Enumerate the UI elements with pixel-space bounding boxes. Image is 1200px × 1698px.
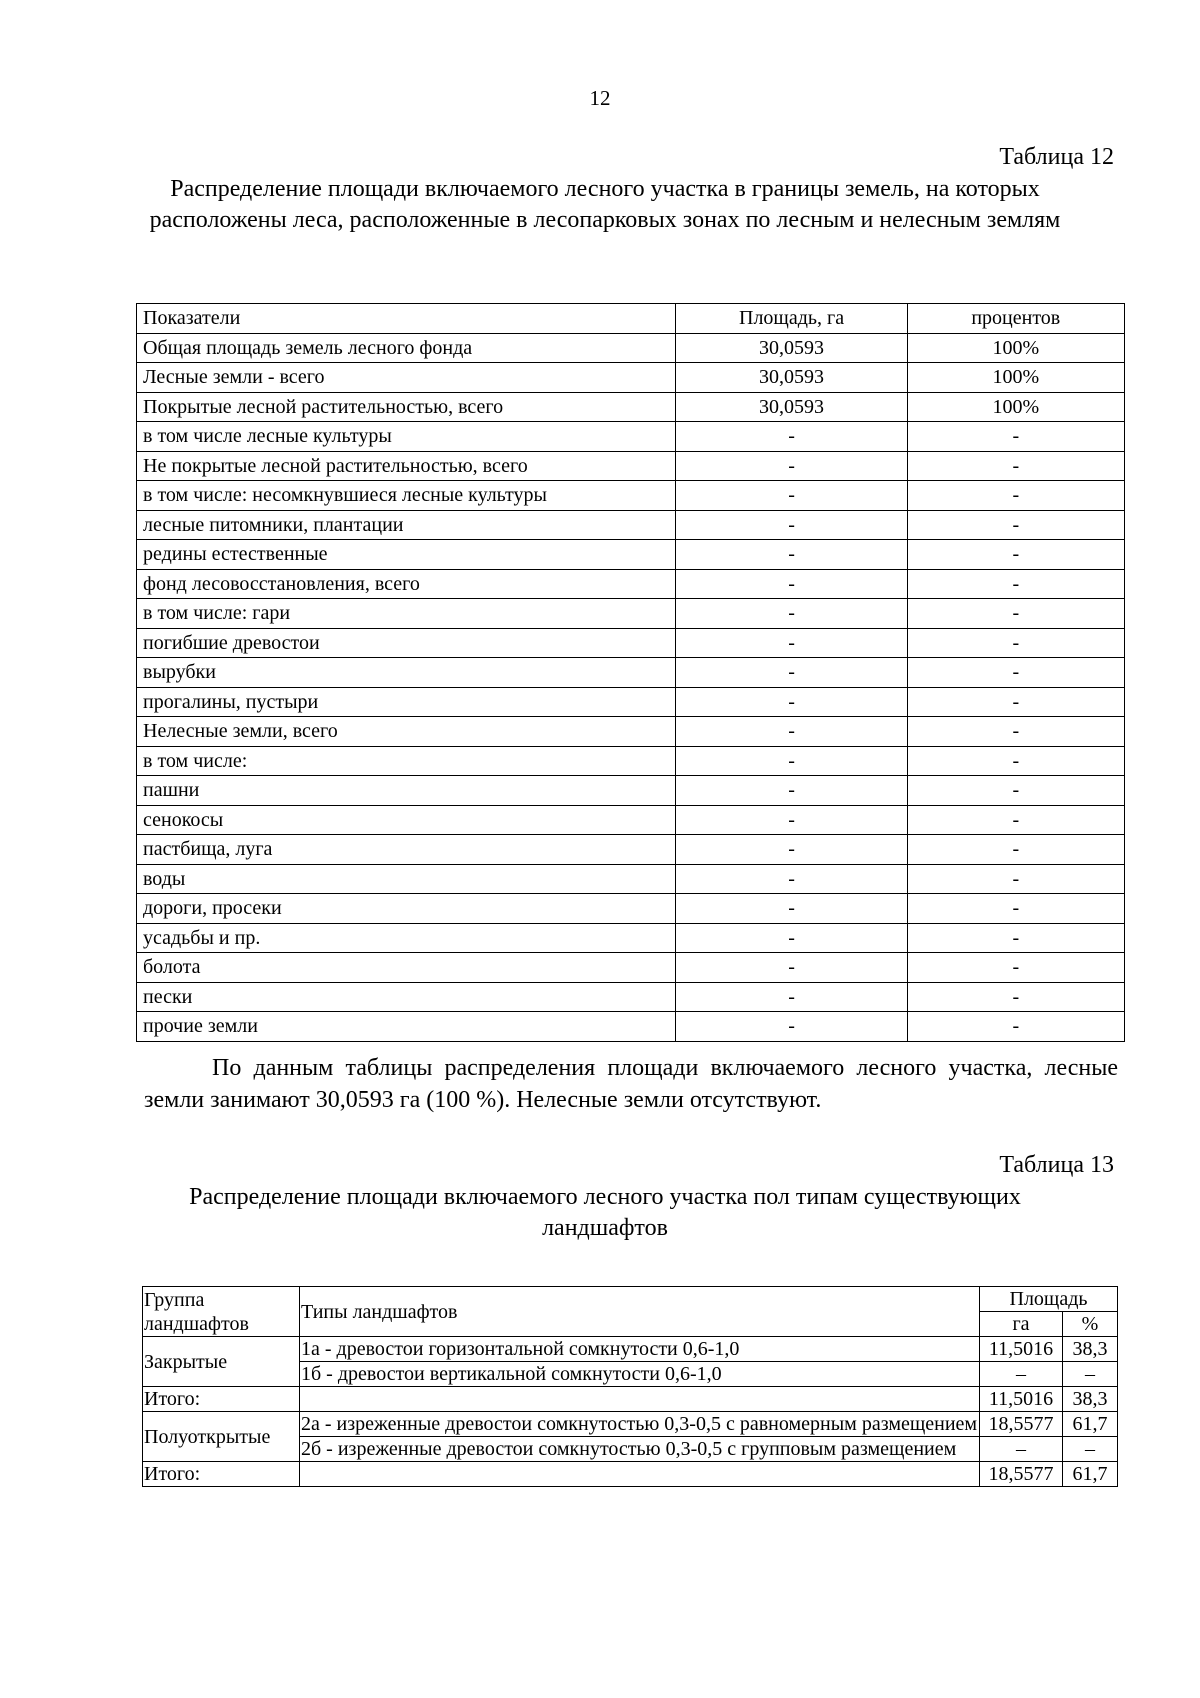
table12-cell-indicator: редины естественные: [137, 540, 676, 570]
table-row: [137, 451, 1125, 481]
table12-cell-area: -: [676, 805, 907, 835]
table13-pct: 61,7: [1063, 1412, 1118, 1437]
table12-cell-percent: -: [907, 923, 1124, 953]
table-row: [137, 658, 1125, 688]
table12-cell-area: -: [676, 451, 907, 481]
table12-cell-area: -: [676, 982, 907, 1012]
table13-ha: –: [980, 1362, 1063, 1387]
table13-type: 2а - изреженные древостои сомкнутостью 0,3-0,5 с равномерным размещением: [300, 1412, 980, 1437]
table12-cell-percent: -: [907, 982, 1124, 1012]
table12-cell-indicator: фонд лесовосстановления, всего: [137, 569, 676, 599]
summary-paragraph: [144, 1052, 1118, 1116]
table12-cell-indicator: воды: [137, 864, 676, 894]
table13-label: Таблица 13: [999, 1152, 1114, 1178]
table12-cell-percent: -: [907, 776, 1124, 806]
table12-cell-percent: -: [907, 864, 1124, 894]
page-number: 12: [589, 86, 611, 110]
table-row: [137, 835, 1125, 865]
table13-type: 2б - изреженные древостои сомкнутостью 0,3-0,5 с групповым размещением: [300, 1437, 980, 1462]
table13-total-empty: [300, 1462, 980, 1487]
table12-cell-indicator: лесные питомники, плантации: [137, 510, 676, 540]
table13-header-group: Группа ландшафтов: [143, 1287, 300, 1337]
table13-header-ha: га: [980, 1312, 1063, 1337]
table13-type: 1б - древостои вертикальной сомкнутости 0,6-1,0: [300, 1362, 980, 1387]
table13-total-label: Итого:: [143, 1462, 300, 1487]
table12-title: Распределение площади включаемого лесного участка в границы земель, на которых расположены леса, расположенные в лесопарковых зонах по лесным и нелесным землям: [149, 176, 1061, 233]
table12-cell-indicator: погибшие древостои: [137, 628, 676, 658]
table-row: [137, 953, 1125, 983]
table-row: [137, 776, 1125, 806]
table12-cell-indicator: в том числе лесные культуры: [137, 422, 676, 452]
table12-cell-area: -: [676, 510, 907, 540]
table12-header-percent: процентов: [907, 304, 1124, 334]
table13-group-semi-open: Полуоткрытые: [143, 1412, 300, 1462]
table12-header-row: [137, 304, 1125, 334]
table-row: [137, 864, 1125, 894]
table12-cell-percent: -: [907, 658, 1124, 688]
table12-cell-indicator: сенокосы: [137, 805, 676, 835]
table13-row: [143, 1337, 1118, 1362]
table12-cell-area: 30,0593: [676, 363, 907, 393]
table-row: [137, 422, 1125, 452]
table-row: [137, 392, 1125, 422]
table12-cell-percent: -: [907, 451, 1124, 481]
table12-cell-percent: -: [907, 717, 1124, 747]
table12: [136, 303, 1125, 1042]
table12-body: [137, 304, 1125, 1042]
table12-cell-indicator: в том числе:: [137, 746, 676, 776]
table-row: [137, 805, 1125, 835]
table12-cell-indicator: в том числе: несомкнувшиеся лесные культуры: [137, 481, 676, 511]
table-row: [137, 717, 1125, 747]
table12-cell-area: -: [676, 599, 907, 629]
table12-cell-area: -: [676, 628, 907, 658]
table12-cell-indicator: дороги, просеки: [137, 894, 676, 924]
table-row: [137, 746, 1125, 776]
table13-total-label: Итого:: [143, 1387, 300, 1412]
table12-cell-percent: -: [907, 894, 1124, 924]
table12-cell-area: -: [676, 1012, 907, 1042]
table-row: [137, 687, 1125, 717]
table-row: [137, 894, 1125, 924]
table12-cell-indicator: болота: [137, 953, 676, 983]
table12-cell-indicator: Нелесные земли, всего: [137, 717, 676, 747]
table13-total-pct: 61,7: [1063, 1462, 1118, 1487]
table12-cell-area: -: [676, 864, 907, 894]
table12-cell-area: -: [676, 540, 907, 570]
table13-group-closed: Закрытые: [143, 1337, 300, 1387]
table13-type: 1а - древостои горизонтальной сомкнутости 0,6-1,0: [300, 1337, 980, 1362]
table12-cell-percent: -: [907, 599, 1124, 629]
summary-paragraph-text: По данным таблицы распределения площади включаемого лесного участка, лесные земли занимают 30,0593 га (100 %). Нелесные земли отсутствуют.: [144, 1055, 1118, 1113]
table12-cell-area: -: [676, 746, 907, 776]
table13: [142, 1286, 1118, 1487]
table13-pct: –: [1063, 1437, 1118, 1462]
table12-cell-indicator: Общая площадь земель лесного фонда: [137, 333, 676, 363]
table13-header-types: Типы ландшафтов: [300, 1287, 980, 1337]
table13-total-row: [143, 1462, 1118, 1487]
table12-cell-percent: -: [907, 569, 1124, 599]
table12-cell-area: -: [676, 687, 907, 717]
table13-title: Распределение площади включаемого лесного участка пол типам существующих ландшафтов: [189, 1184, 1021, 1241]
table12-cell-indicator: пески: [137, 982, 676, 1012]
table13-ha: 11,5016: [980, 1337, 1063, 1362]
table13-pct: 38,3: [1063, 1337, 1118, 1362]
table12-cell-area: -: [676, 422, 907, 452]
table12-cell-indicator: пашни: [137, 776, 676, 806]
table12-cell-percent: -: [907, 628, 1124, 658]
table12-cell-percent: -: [907, 510, 1124, 540]
table12-cell-percent: -: [907, 835, 1124, 865]
table-row: [137, 481, 1125, 511]
table12-cell-area: -: [676, 717, 907, 747]
table-row: [137, 540, 1125, 570]
table12-cell-percent: -: [907, 422, 1124, 452]
table13-row: [143, 1412, 1118, 1437]
table-row: [137, 982, 1125, 1012]
table13-total-ha: 11,5016: [980, 1387, 1063, 1412]
table12-cell-percent: 100%: [907, 333, 1124, 363]
table12-header-indicator: Показатели: [137, 304, 676, 334]
table-row: [137, 363, 1125, 393]
table12-cell-percent: 100%: [907, 392, 1124, 422]
table12-cell-area: 30,0593: [676, 392, 907, 422]
table12-cell-area: 30,0593: [676, 333, 907, 363]
table12-cell-indicator: вырубки: [137, 658, 676, 688]
table12-cell-area: -: [676, 894, 907, 924]
table12-cell-indicator: прочие земли: [137, 1012, 676, 1042]
table12-cell-percent: 100%: [907, 363, 1124, 393]
table12-cell-area: -: [676, 569, 907, 599]
table12-cell-area: -: [676, 953, 907, 983]
table12-header-area: Площадь, га: [676, 304, 907, 334]
table-row: [137, 1012, 1125, 1042]
table12-cell-area: -: [676, 658, 907, 688]
table-row: [137, 333, 1125, 363]
table-row: [137, 599, 1125, 629]
table12-cell-indicator: Лесные земли - всего: [137, 363, 676, 393]
table12-cell-percent: -: [907, 953, 1124, 983]
table12-cell-percent: -: [907, 746, 1124, 776]
table13-header-area: Площадь: [980, 1287, 1118, 1312]
table12-cell-area: -: [676, 481, 907, 511]
table13-ha: 18,5577: [980, 1412, 1063, 1437]
table12-cell-percent: -: [907, 805, 1124, 835]
table-row: [137, 923, 1125, 953]
table12-cell-area: -: [676, 835, 907, 865]
table13-total-row: [143, 1387, 1118, 1412]
table-row: [137, 510, 1125, 540]
table12-cell-indicator: в том числе: гари: [137, 599, 676, 629]
table12-cell-percent: -: [907, 481, 1124, 511]
table12-cell-indicator: пастбища, луга: [137, 835, 676, 865]
table13-total-ha: 18,5577: [980, 1462, 1063, 1487]
table13-total-pct: 38,3: [1063, 1387, 1118, 1412]
table12-cell-indicator: Покрытые лесной растительностью, всего: [137, 392, 676, 422]
table-row: [137, 569, 1125, 599]
table12-label: Таблица 12: [999, 144, 1114, 170]
table12-cell-indicator: прогалины, пустыри: [137, 687, 676, 717]
table13-total-empty: [300, 1387, 980, 1412]
table13-pct: –: [1063, 1362, 1118, 1387]
table12-cell-indicator: Не покрытые лесной растительностью, всего: [137, 451, 676, 481]
table12-cell-percent: -: [907, 540, 1124, 570]
table12-cell-percent: -: [907, 1012, 1124, 1042]
table13-ha: –: [980, 1437, 1063, 1462]
table12-cell-percent: -: [907, 687, 1124, 717]
table13-header-pct: %: [1063, 1312, 1118, 1337]
table13-header-row-1: [143, 1287, 1118, 1312]
table12-cell-area: -: [676, 776, 907, 806]
table12-cell-area: -: [676, 923, 907, 953]
table-row: [137, 628, 1125, 658]
table12-cell-indicator: усадьбы и пр.: [137, 923, 676, 953]
